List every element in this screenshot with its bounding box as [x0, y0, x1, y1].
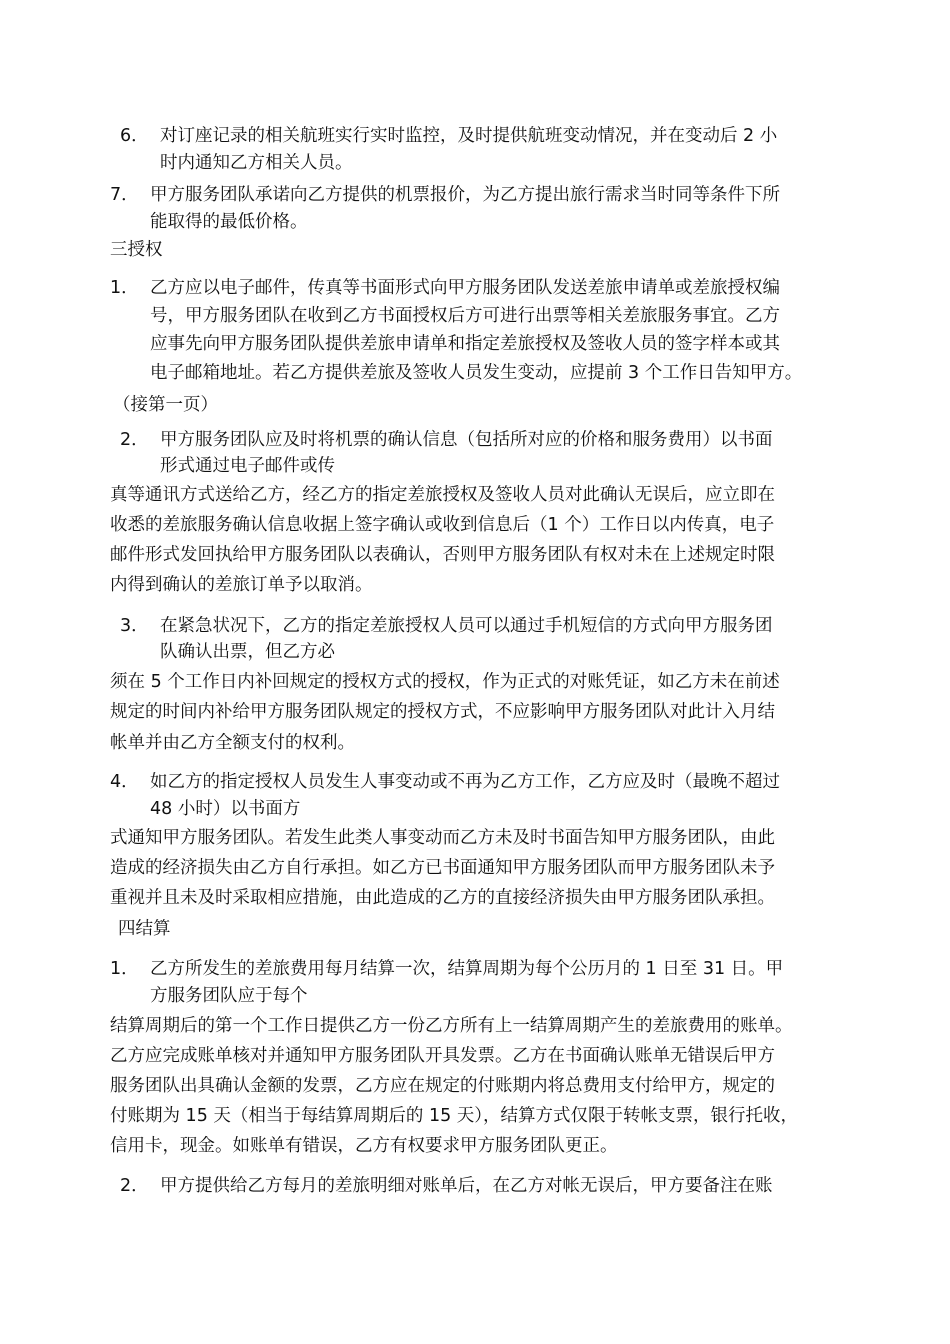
paragraph-line: 时内通知乙方相关人员。: [160, 153, 353, 173]
paragraph-line: 真等通讯方式送给乙方，经乙方的指定差旅授权及签收人员对此确认无误后，应立即在: [110, 485, 775, 505]
paragraph-line: 式通知甲方服务团队。若发生此类人事变动而乙方未及时书面告知甲方服务团队，由此: [110, 828, 775, 848]
paragraph-line: 服务团队出具确认金额的发票，乙方应在规定的付账期内将总费用支付给甲方，规定的: [110, 1076, 775, 1096]
section-heading: 四结算: [118, 919, 171, 939]
paragraph-line: 在紧急状况下，乙方的指定差旅授权人员可以通过手机短信的方式向甲方服务团: [160, 616, 773, 636]
paragraph-line: 如乙方的指定授权人员发生人事变动或不再为乙方工作，乙方应及时（最晚不超过: [150, 772, 780, 792]
paragraph-line: 形式通过电子邮件或传: [160, 456, 335, 476]
paragraph-line: 帐单并由乙方全额支付的权利。: [110, 733, 355, 753]
paragraph-line: 甲方提供给乙方每月的差旅明细对账单后，在乙方对帐无误后，甲方要备注在账: [160, 1176, 773, 1196]
list-number: 1．: [110, 959, 139, 979]
paragraph-line: 电子邮箱地址。若乙方提供差旅及签收人员发生变动，应提前 3 个工作日告知甲方。: [150, 363, 803, 383]
paragraph-line: 邮件形式发回执给甲方服务团队以表确认，否则甲方服务团队有权对未在上述规定时限: [110, 545, 775, 565]
paragraph-line: 甲方服务团队应及时将机票的确认信息（包括所对应的价格和服务费用）以书面: [160, 430, 773, 450]
paragraph-line: 号，甲方服务团队在收到乙方书面授权后方可进行出票等相关差旅服务事宜。乙方: [150, 306, 780, 326]
list-number: 2．: [120, 1176, 149, 1196]
list-number: 1．: [110, 278, 139, 298]
paragraph-line: 应事先向甲方服务团队提供差旅申请单和指定差旅授权及签收人员的签字样本或其: [150, 334, 780, 354]
paragraph-line: 须在 5 个工作日内补回规定的授权方式的授权，作为正式的对账凭证，如乙方未在前述: [110, 672, 780, 692]
paragraph-line: 结算周期后的第一个工作日提供乙方一份乙方所有上一结算周期产生的差旅费用的账单。: [110, 1016, 793, 1036]
paragraph-line: 甲方服务团队承诺向乙方提供的机票报价，为乙方提出旅行需求当时同等条件下所: [150, 185, 780, 205]
section-heading: 三授权: [110, 240, 163, 260]
list-number: 6．: [120, 126, 149, 146]
page-continuation-note: （接第一页）: [113, 395, 218, 415]
paragraph-line: 48 小时）以书面方: [150, 799, 301, 819]
list-number: 3．: [120, 616, 149, 636]
paragraph-line: 对订座记录的相关航班实行实时监控，及时提供航班变动情况，并在变动后 2 小: [160, 126, 778, 146]
list-number: 4．: [110, 772, 139, 792]
paragraph-line: 乙方应完成账单核对并通知甲方服务团队开具发票。乙方在书面确认账单无错误后甲方: [110, 1046, 775, 1066]
paragraph-line: 付账期为 15 天（相当于每结算周期后的 15 天），结算方式仅限于转帐支票，银行托收，: [110, 1106, 799, 1126]
paragraph-line: 造成的经济损失由乙方自行承担。如乙方已书面通知甲方服务团队而甲方服务团队未予: [110, 858, 775, 878]
paragraph-line: 内得到确认的差旅订单予以取消。: [110, 575, 373, 595]
paragraph-line: 能取得的最低价格。: [150, 212, 308, 232]
paragraph-line: 规定的时间内补给甲方服务团队规定的授权方式，不应影响甲方服务团队对此计入月结: [110, 702, 775, 722]
list-number: 2．: [120, 430, 149, 450]
paragraph-line: 收悉的差旅服务确认信息收据上签字确认或收到信息后（1 个）工作日以内传真，电子: [110, 515, 775, 535]
paragraph-line: 重视并且未及时采取相应措施，由此造成的乙方的直接经济损失由甲方服务团队承担。: [110, 888, 775, 908]
paragraph-line: 乙方所发生的差旅费用每月结算一次，结算周期为每个公历月的 1 日至 31 日。甲: [150, 959, 784, 979]
list-number: 7．: [110, 185, 139, 205]
paragraph-line: 队确认出票，但乙方必: [160, 642, 335, 662]
paragraph-line: 方服务团队应于每个: [150, 986, 308, 1006]
paragraph-line: 乙方应以电子邮件，传真等书面形式向甲方服务团队发送差旅申请单或差旅授权编: [150, 278, 780, 298]
paragraph-line: 信用卡，现金。如账单有错误，乙方有权要求甲方服务团队更正。: [110, 1136, 618, 1156]
